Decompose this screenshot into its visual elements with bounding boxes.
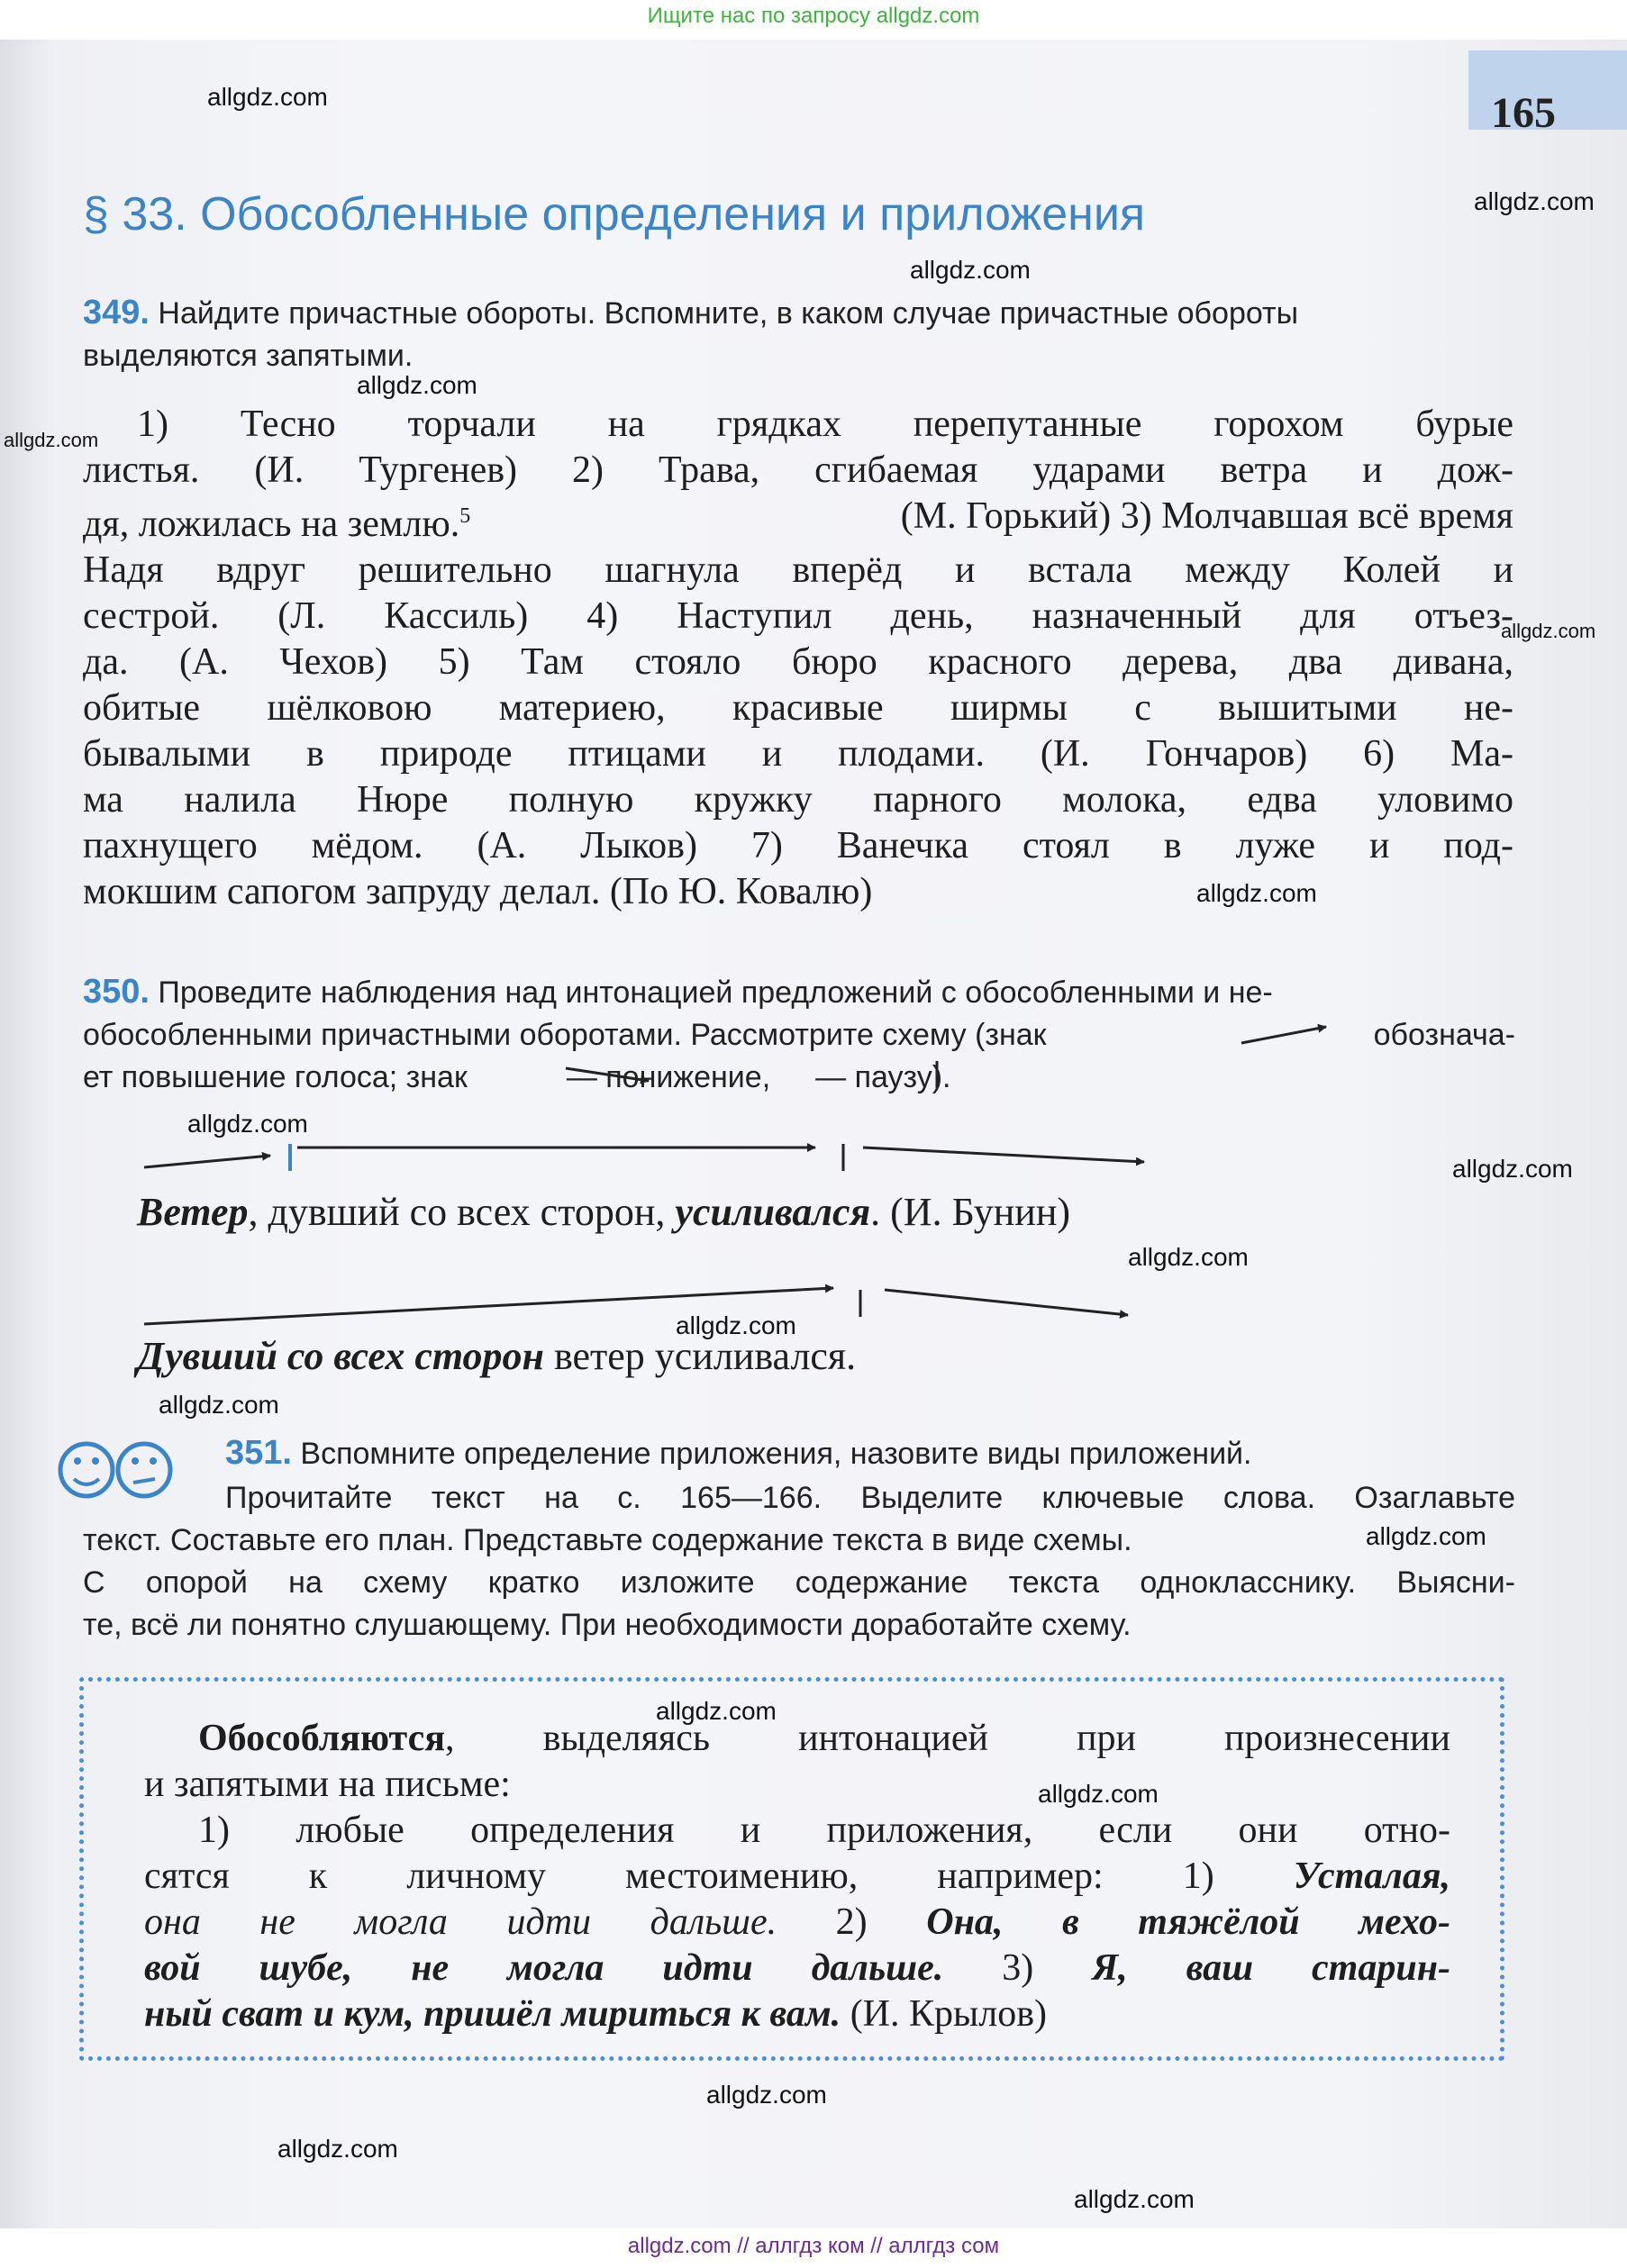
ex349-line-part: дя, ложилась на землю. [83,503,460,545]
ex351-line-1 [225,1434,1252,1473]
rule-text-part: (И. Крылов) [841,1993,1048,2035]
ex351-task-rest [83,1520,1515,1647]
example-bold-part: Дувший со всех сторон [137,1334,544,1378]
watermark: allgdz.com [1074,2185,1195,2213]
ex350-task-part: обособленными причастными оборотами. Рассмотрите схему (знак [83,1018,1047,1052]
watermark: allgdz.com [656,1697,777,1725]
rule-text-part: сятся к личному местоимению, например: 1) [144,1855,1294,1897]
ex351-number: 351. [225,1434,292,1472]
pair-work-icon [60,1444,170,1496]
rule-text-part: 3) [943,1947,1093,1989]
watermark: allgdz.com [706,2081,827,2109]
rule-example: ный сват и кум, пришёл мириться к вам. [144,1993,841,2035]
ex351-text: текст. Составьте его план. Представьте содержание текста в виде схемы. [83,1523,1132,1557]
ex350-task-line: Проведите наблюдения над интонацией предложений с обособленными и не- [158,975,1273,1010]
ex350-task-part: — понижение, [566,1060,771,1094]
ex349-line: листья. (И. Тургенев) 2) Трава, сгибаемая ударами ветра и дож- [83,449,1513,491]
watermark: allgdz.com [1038,1780,1159,1808]
ex349-line: обитые шёлковою материею, красивые ширмы с вышитыми не- [83,687,1513,729]
watermark: allgdz.com [676,1311,796,1339]
ex349-line: мокшим сапогом запруду делал. (По Ю. Ковалю) [83,871,873,912]
section-title: § 33. Обособленные определения и приложения [83,188,1146,240]
bottom-banner[interactable]: allgdz.com // аллгдз ком // аллгдз сом [627,2234,1000,2258]
ex349-task-line: Найдите причастные обороты. Вспомните, в каком случае причастные обороты [158,296,1299,331]
ex351-text: Прочитайте текст на с. 165—166. Выделите ключевые слова. Озаглавьте [225,1481,1515,1515]
watermark: allgdz.com [187,1110,308,1138]
falling-arrow [885,1290,1128,1315]
watermark: allgdz.com [159,1391,279,1419]
rule-example: она не могла идти дальше. [144,1901,777,1943]
watermark: allgdz.com [1128,1243,1249,1271]
legend-falling-arrow [566,1068,649,1081]
watermark: allgdz.com [4,429,99,451]
ex349-line: сестрой. (Л. Кассиль) 4) Наступил день, назначенный для отъез- [83,595,1513,637]
legend-rising-arrow [1241,1027,1326,1043]
ex351-text: те, всё ли понятно слушающему. При необходимости доработайте схему. [83,1608,1132,1642]
watermark: allgdz.com [357,371,477,399]
page-number: 165 [1491,89,1556,137]
falling-arrow [863,1148,1144,1162]
ex350-task-part: ет повышение голоса; знак [83,1060,468,1094]
rule-keyword: Обособляются [198,1718,446,1759]
rule-example: Я, ваш старин- [1092,1947,1450,1989]
rule-example: Усталая, [1293,1855,1450,1897]
ex350-number: 350. [83,973,150,1011]
rule-line: и запятыми на письме: [144,1764,511,1805]
ex349-task-line: выделяются запятыми. [83,339,414,373]
example-plain-part: , дувший со всех сторон, [248,1190,676,1234]
rule-text [144,1716,1450,2037]
ex350-example-1 [137,1189,1070,1235]
top-banner[interactable]: Ищите нас по запросу allgdz.com [647,4,980,28]
rule-example: Она, в тяжёлой мехо- [926,1901,1450,1943]
ex349-line: 1) Тесно торчали на грядках перепутанные горохом бурые [137,404,1513,445]
ex349-line: да. (А. Чехов) 5) Там стояло бюро красного дерева, два дивана, [83,641,1513,683]
ex351-task [225,1477,1515,1520]
ex349-line-part: (М. Горький) 3) Молчавшая всё время [900,495,1513,537]
ex349-line: бывалыми в природе птицами и плодами. (И. Гончаров) 6) Ма- [83,733,1513,775]
watermark: allgdz.com [1452,1155,1573,1183]
footnote-mark: 5 [459,504,471,528]
ex351-text: С опорой на схему кратко изложите содержание текста однокласснику. Выясни- [83,1565,1515,1600]
ex350-task-part: — паузу). [815,1060,951,1094]
example-bold-part: Ветер [137,1190,249,1234]
ex349-number: 349. [83,294,150,331]
ex351-text: Вспомните определение приложения, назовите виды приложений. [300,1437,1252,1471]
example-plain-part: ветер усиливался. [543,1334,857,1378]
ex350-task-part: обознача- [1373,1018,1515,1052]
watermark: allgdz.com [1366,1522,1486,1550]
ex349-line: ма налила Нюре полную кружку парного молока, едва уловимо [83,779,1513,821]
example-plain-part: . (И. Бунин) [870,1190,1071,1234]
watermark: allgdz.com [1474,187,1595,215]
rule-example: вой шубе, не могла идти дальше. [144,1947,944,1989]
rule-line: 1) любые определения и приложения, если они отно- [198,1810,1450,1851]
watermark: allgdz.com [1196,879,1317,907]
ex349-line: Надя вдруг решительно шагнула вперёд и встала между Колей и [83,549,1513,591]
ex349-line: пахнущего мёдом. (А. Лыков) 7) Ванечка стоял в луже и под- [83,825,1513,866]
watermark: allgdz.com [1501,620,1596,642]
example-bold-part: усиливался [675,1190,871,1234]
watermark: allgdz.com [277,2135,398,2163]
watermark: allgdz.com [207,83,328,111]
rule-text-part: 2) [777,1901,927,1943]
watermark: allgdz.com [910,256,1031,284]
rule-text-part: , выделяясь интонацией при произнесении [445,1718,1450,1759]
rising-arrow [144,1156,270,1167]
